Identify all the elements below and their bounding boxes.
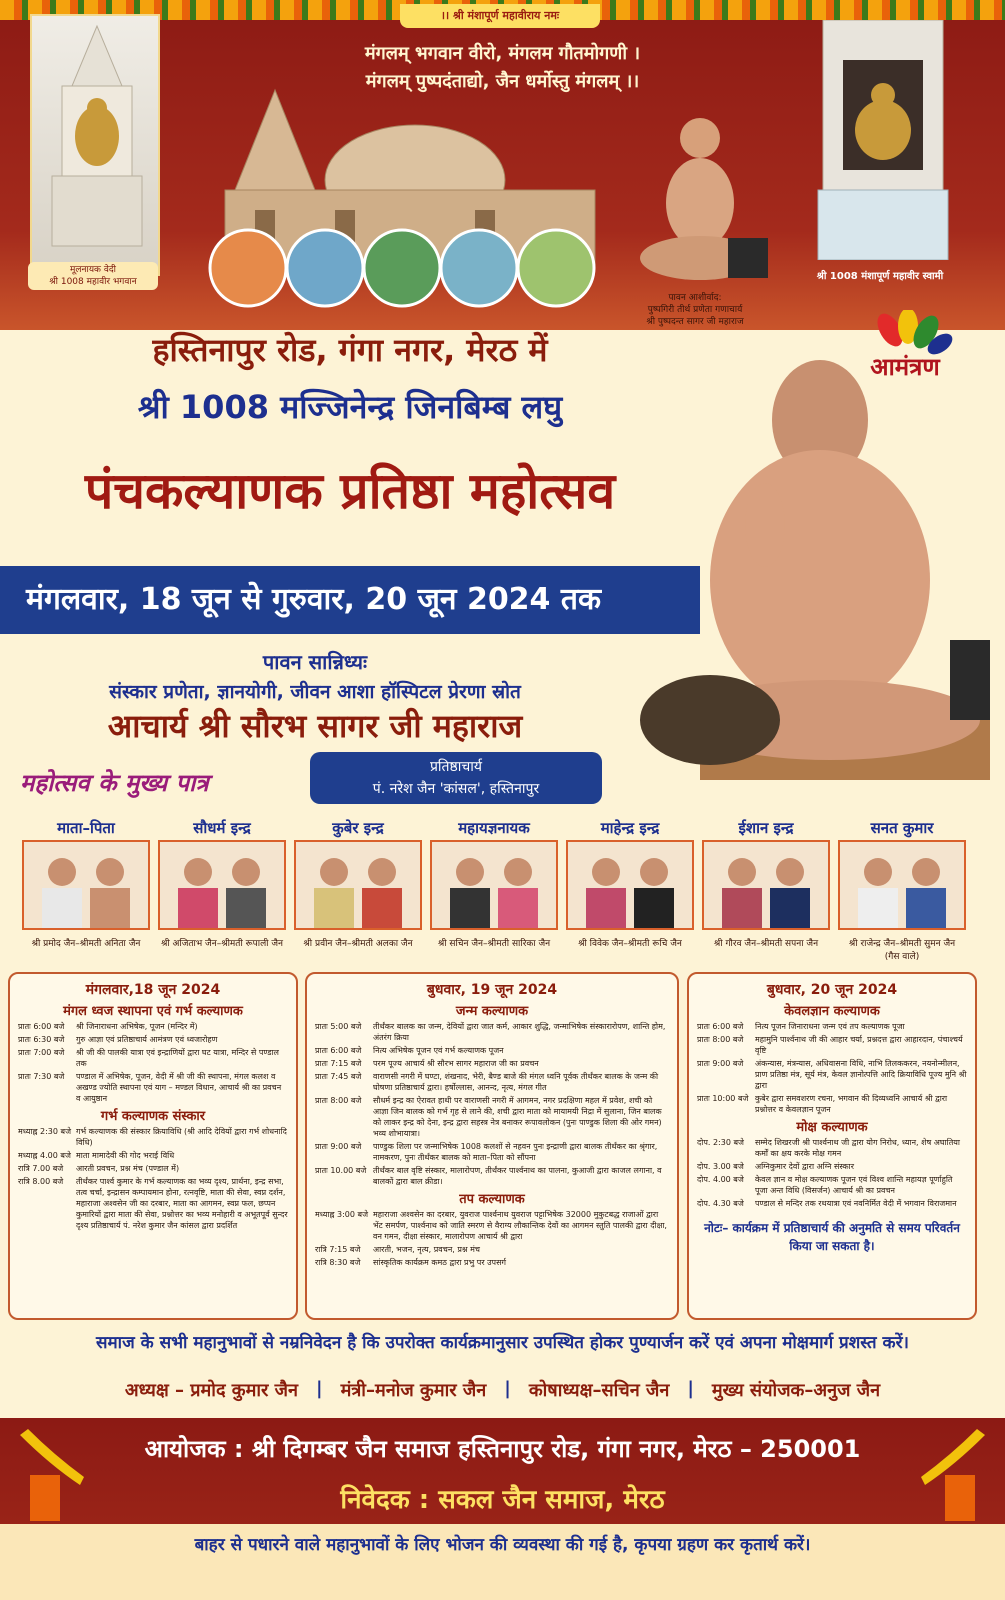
schedule-row: प्रातः 6:00 बजे नित्य अभिषेक पूजन एवं गर्भ कल्याणक पूजन [315, 1046, 504, 1055]
schedule-row: रात्रि 8.00 बजे तीर्थंकर पार्श्व कुमार के गर्भ कल्याणक का भव्य दृश्य, प्रार्थना, इन्द्र सभा, तत्व चर्चा, इन्द्रासन कम्पायमान होना, रत्नवृष्टि, माता की सेवा, स्वप्न दर्शन, महाराजा अश्वसेन जी का दरबार, माता का आगमन, स्वप्न फल, छप्पन कुमारियों द्वारा माता की सेवा, प्रश्नोत्तर का भव्य मनोहारी व अभूतपूर्व सुन्दर दृश्य प्रतिष्ठाचार्य पं. नरेश कुमार जैन कांसल द्वारा प्रदर्शित [18, 1177, 288, 1230]
day-date: बुधवार, 20 जून 2024 [766, 982, 898, 998]
schedule-row: दोप. 4.00 बजे केवल ज्ञान व मोक्ष कल्याणक पूजन एवं विश्व शान्ति महायज्ञ पूर्णाहुति पूजा अन्त विधि (विसर्जन) आचार्य श्री का प्रवचन [697, 1175, 953, 1195]
couple-photo [566, 840, 694, 930]
couple-photo [294, 840, 422, 930]
role-card [22, 818, 150, 949]
amantran-text: आमंत्रण [870, 352, 940, 381]
couple-photo [430, 840, 558, 930]
program-day-3 [687, 972, 977, 1320]
role-title: माहेन्द्र इन्द्र [600, 819, 660, 837]
guru-pushpadant-image [628, 108, 768, 288]
day-date: मंगलवार,18 जून 2024 [85, 982, 221, 998]
role-names: श्री अजिताभ जैन–श्रीमती रूपाली जैन [160, 939, 284, 949]
couple-photo [838, 840, 966, 930]
day-heading: केवलज्ञान कल्याणक [784, 1004, 880, 1019]
schedule-row: प्रातः 7:00 बजे श्री जी की पालकी यात्रा एवं इन्द्राणियों द्वारा घट यात्रा, मन्दिर से पण्डाल तक [18, 1048, 279, 1068]
schedule-row: प्रातः 8:00 बजे महामुनि पार्श्वनाथ जी की आहार चर्या, प्रश्नदत्त द्वारा आहारदान, पंचाश्चर्य वृष्टि [697, 1035, 963, 1055]
schedule-row: मध्याह्न 2:30 बजे गर्भ कल्याणक की संस्कार क्रियाविधि (श्री आदि देवियों द्वारा गर्भ शोधनादि विधि) [18, 1127, 287, 1147]
mukhya-patra-heading: महोत्सव के मुख्य पात्र [20, 769, 209, 797]
schedule-row: रात्रि 8:30 बजे सांस्कृतिक कार्यक्रम कमठ द्वारा प्रभु पर उपसर्ग [315, 1258, 506, 1267]
role-title: महायज्ञनायक [458, 819, 530, 837]
program-day-1 [8, 972, 298, 1320]
mulnayak-caption: मूलनायक वेदी श्री 1008 महावीर भगवान [28, 262, 158, 290]
program-day-2 [305, 972, 679, 1320]
official-treasurer: कोषाध्यक्ष–सचिन जैन [528, 1380, 670, 1401]
schedule-row: प्रातः 10.00 बजे तीर्थंकर बाल वृष्टि संस्कार, मालारोपण, तीर्थंकर पार्श्वनाथ का पालना, कुआजी द्वारा काजल लगाना, व बालकों द्वारा बाल क्रीडा। [315, 1166, 662, 1186]
bhojan-note: बाहर से पधारने वाले महानुभावों के लिए भोजन की व्यवस्था की गई है, कृपया ग्रहण कर कृतार्थ करें। [194, 1535, 811, 1555]
schedule-note: नोटः– कार्यक्रम में प्रतिष्ठाचार्य की अनुमति से समय परिवर्तन किया जा सकता है। [704, 1221, 960, 1253]
schedule-row: प्रातः 9:00 बजे अंकन्यास, मंत्रन्यास, अधिवासना विधि, नाभि तिलककरन, नयनोन्मीलन, प्राण प्रतिष्ठा मंत्र, सूर्य मंत्र, केवल ज्ञानोत्पत्ति आदि क्रियाविधि पूज्य मुनि श्री द्वारा [697, 1059, 967, 1090]
schedule-row: प्रातः 7:15 बजे परम पूज्य आचार्य श्री सौरभ सागर महाराज जी का प्रवचन [315, 1059, 539, 1068]
role-title: ईशान इन्द्र [738, 819, 794, 837]
role-note: (गैस वाले) [884, 952, 920, 962]
day-heading: मंगल ध्वज स्थापना एवं गर्भ कल्याणक [63, 1004, 243, 1019]
role-names: श्री प्रमोद जैन–श्रीमती अनिता जैन [31, 939, 141, 949]
mantra-label: ।। श्री मंशापूर्ण महावीराय नमः [400, 4, 600, 28]
officials-row [0, 1378, 1005, 1402]
acharya-name: आचार्य श्री सौरभ सागर जी महाराज [107, 707, 523, 745]
schedule-row: मध्याह्न 3:00 बजे महाराजा अश्वसेन का दरबार, युवराज पार्श्वनाथ युवराज पट्टाभिषेक 32000 मुकुटबद्ध राजाओं द्वारा भेंट समर्पण, पार्श्वनाथ को जाति स्मरण से वैराग्य लौकान्तिक देवों का आगमन स्तुति पालकी द्वारा दीक्षा, वन गमन, दीक्षा संस्कार, मालारोपण आचार्य श्री द्वारा [315, 1210, 667, 1241]
schedule-row: रात्रि 7:15 बजे आरती, भजन, नृत्य, प्रवचन, प्रश्न मंच [315, 1245, 480, 1254]
mangal-line-2: मंगलम् पुष्पदंताद्यो, जैन धर्मोस्तु मंगलम् ।। [365, 71, 640, 92]
venue-title: हस्तिनापुर रोड, गंगा नगर, मेरठ में [152, 331, 548, 369]
day-date: बुधवार, 19 जून 2024 [426, 982, 558, 998]
role-names: श्री राजेन्द्र जैन–श्रीमती सुमन जैन [848, 939, 956, 949]
couple-photo [22, 840, 150, 930]
idol-mahavir-bhagwan-image [30, 14, 160, 276]
schedule-row: प्रातः 7:30 बजे पण्डाल में अभिषेक, पूजन, वेदी में श्री जी की स्थापना, मंगल कलश व अखण्ड ज्योति स्थापना एवं याग – मण्डल विधान, आचार्य श्री का प्रवचन व आयुष्ठान [18, 1072, 282, 1103]
role-names: श्री विवेक जैन–श्रीमती रूचि जैन [578, 939, 682, 949]
role-card [838, 818, 966, 962]
schedule-row: दोप. 3.00 बजे अग्निकुमार देवों द्वारा अग्नि संस्कार [697, 1162, 854, 1171]
pratishthacharya-box [310, 752, 602, 804]
role-names: श्री सचिन जैन–श्रीमती सारिका जैन [437, 939, 551, 949]
sannidhya-desc: संस्कार प्रणेता, ज्ञानयोगी, जीवन आशा हॉस्पिटल प्रेरणा स्रोत [109, 681, 521, 703]
role-card [566, 818, 694, 949]
schedule-row: दोप. 4.30 बजे पण्डाल से मन्दिर तक रथयात्रा एवं नवनिर्मित वेदी में भगवान विराजमान [697, 1199, 957, 1208]
role-title: सनत कुमार [870, 819, 934, 837]
schedule-row: प्रातः 8:00 बजे सौधर्म इन्द्र का ऐरावत हाथी पर वाराणसी नगरी में आगमन, नगर प्रदक्षिणा महल में प्रवेश, शची को आज्ञा जिन बालक को गर्भ गृह से लाने की, शची द्वारा माता को मायामयी निद्रा में सुलाना, जिन बालक को लाकर इन्द्र को देना, इन्द्र द्वारा सहस्त्र नेत्र बनाकर रूपावलोकन (पुनः पाण्डुक शिला की ओर गमन) भव्य शोभायात्रा। [315, 1096, 662, 1138]
mangal-line-1: मंगलम् भगवान वीरो, मंगलम गौतमोगणी । [364, 43, 641, 64]
role-names: श्री गौरव जैन–श्रीमती सपना जैन [713, 939, 819, 949]
couple-photo [158, 840, 286, 930]
schedule-row: प्रातः 10:00 बजे कुबेर द्वारा समवशरण रचना, भगवान की दिव्यध्वनि आचार्य श्री द्वारा प्रश्नोत्तर व केवलज्ञान पूजन [697, 1094, 948, 1114]
role-title: सौधर्म इन्द्र [193, 819, 251, 837]
schedule-row: रात्रि 7.00 बजे आरती प्रवचन, प्रश्न मंच (पण्डाल में) [18, 1164, 180, 1173]
role-card [430, 818, 558, 949]
guru-caption: पावन आशीर्वाद: पुष्पगिरी तीर्थ प्रणेता गणाचार्य श्री पुष्पदन्त सागर जी महाराज [646, 293, 744, 327]
role-title: कुबेर इन्द्र [332, 819, 384, 837]
role-card [294, 818, 422, 949]
day-heading-2: तप कल्याणक [459, 1192, 525, 1207]
event-dates: मंगलवार, 18 जून से गुरुवार, 20 जून 2024 तक [0, 566, 700, 634]
schedule-row: प्रातः 6:00 बजे श्री जिनाराधना अभिषेक, पूजन (मन्दिर में) [18, 1022, 198, 1031]
official-convener: मुख्य संयोजक–अनुज जैन [711, 1380, 881, 1401]
divider: | [687, 1378, 694, 1399]
sannidhya-label: पावन सान्निध्यः [262, 650, 368, 674]
divider: | [316, 1378, 323, 1399]
day-heading-2: गर्भ कल्याणक संस्कार [100, 1109, 206, 1124]
event-title: पंचकल्याणक प्रतिष्ठा महोत्सव [84, 462, 616, 520]
official-secretary: मंत्री–मनोज कुमार जैन [340, 1380, 487, 1401]
pratishthacharya-label: प्रतिष्ठाचार्य [429, 759, 483, 775]
right-idol-caption: श्री 1008 मंशापूर्ण महावीर स्वामी [816, 271, 944, 282]
schedule-row: प्रातः 6:30 बजे गुरु आज्ञा एवं प्रतिष्ठाचार्य आमंत्रण एवं ध्वजारोहण [18, 1035, 218, 1044]
nivedak-text: निवेदक : सकल जैन समाज, मेरठ [340, 1485, 665, 1515]
role-names: श्री प्रवीन जैन–श्रीमती अलका जैन [303, 939, 413, 949]
schedule-row: प्रातः 9:00 बजे पाण्डुक शिला पर जन्माभिषेक 1008 कलशों से नहवन पुनः इन्द्राणी द्वारा बालक तीर्थंकर का श्रृंगार, नामकरण, पुनः तीर्थंकर बालक को माता–पिता को सौंपना [315, 1142, 658, 1162]
idol-manshapurna-mahavir-image [808, 20, 958, 260]
role-title: माता–पिता [57, 819, 115, 837]
day-heading: जन्म कल्याणक [455, 1004, 529, 1019]
schedule-row: प्रातः 7:45 बजे वाराणसी नगरी में घण्टा, शंखनाद, भेरी, बैण्ड बाजे की मंगल ध्वनि पूर्वक तीर्थंकर बालक के जन्म की घोषणा प्रतिष्ठाचार्य द्वारा। हर्षोल्लास, आनन्द, नृत्य, मंगल गीत [315, 1072, 659, 1092]
event-subtitle: श्री 1008 मज्जिनेन्द्र जिनबिम्ब लघु [137, 388, 563, 426]
schedule-row: प्रातः 6:00 बजे नित्य पूजन जिनाराधना जन्म एवं तप कल्याणक पूजा [697, 1022, 905, 1031]
role-card [702, 818, 830, 949]
pratishthacharya-name: पं. नरेश जैन 'कांसल', हस्तिनापुर [372, 781, 540, 797]
schedule-row: प्रातः 5:00 बजे तीर्थंकर बालक का जन्म, देवियों द्वारा जात कर्म, आकार शुद्धि, जन्माभिषेक संस्कारारोपण, शान्ति होम, अंतरंग क्रिया [315, 1022, 666, 1042]
roles-row [22, 818, 972, 963]
day-heading-2: मोक्ष कल्याणक [796, 1120, 868, 1135]
schedule-row: दोप. 2:30 बजे सम्मेद शिखरजी श्री पार्श्वनाथ जी द्वारा योग निरोध, ध्यान, शेष अघातिया कर्मों का क्षय करके मोक्ष गमन [697, 1138, 961, 1158]
aayojak-text: आयोजक : श्री दिगम्बर जैन समाज हस्तिनापुर रोड, गंगा नगर, मेरठ – 250001 [144, 1435, 861, 1463]
kalyanak-painting-circles [208, 228, 603, 308]
schedule-row: मध्याह्न 4.00 बजे माता मामादेवी की गोद भराई विधि [18, 1151, 175, 1160]
role-card [158, 818, 286, 949]
couple-photo [702, 840, 830, 930]
appeal-text: समाज के सभी महानुभावों से नम्रनिवेदन है कि उपरोक्त कार्यक्रमानुसार उपस्थित होकर पुण्यार्जन करें एवं अपना मोक्षमार्ग प्रशस्त करें। [96, 1333, 909, 1353]
official-president: अध्यक्ष – प्रमोद कुमार जैन [124, 1380, 299, 1401]
divider: | [504, 1378, 511, 1399]
